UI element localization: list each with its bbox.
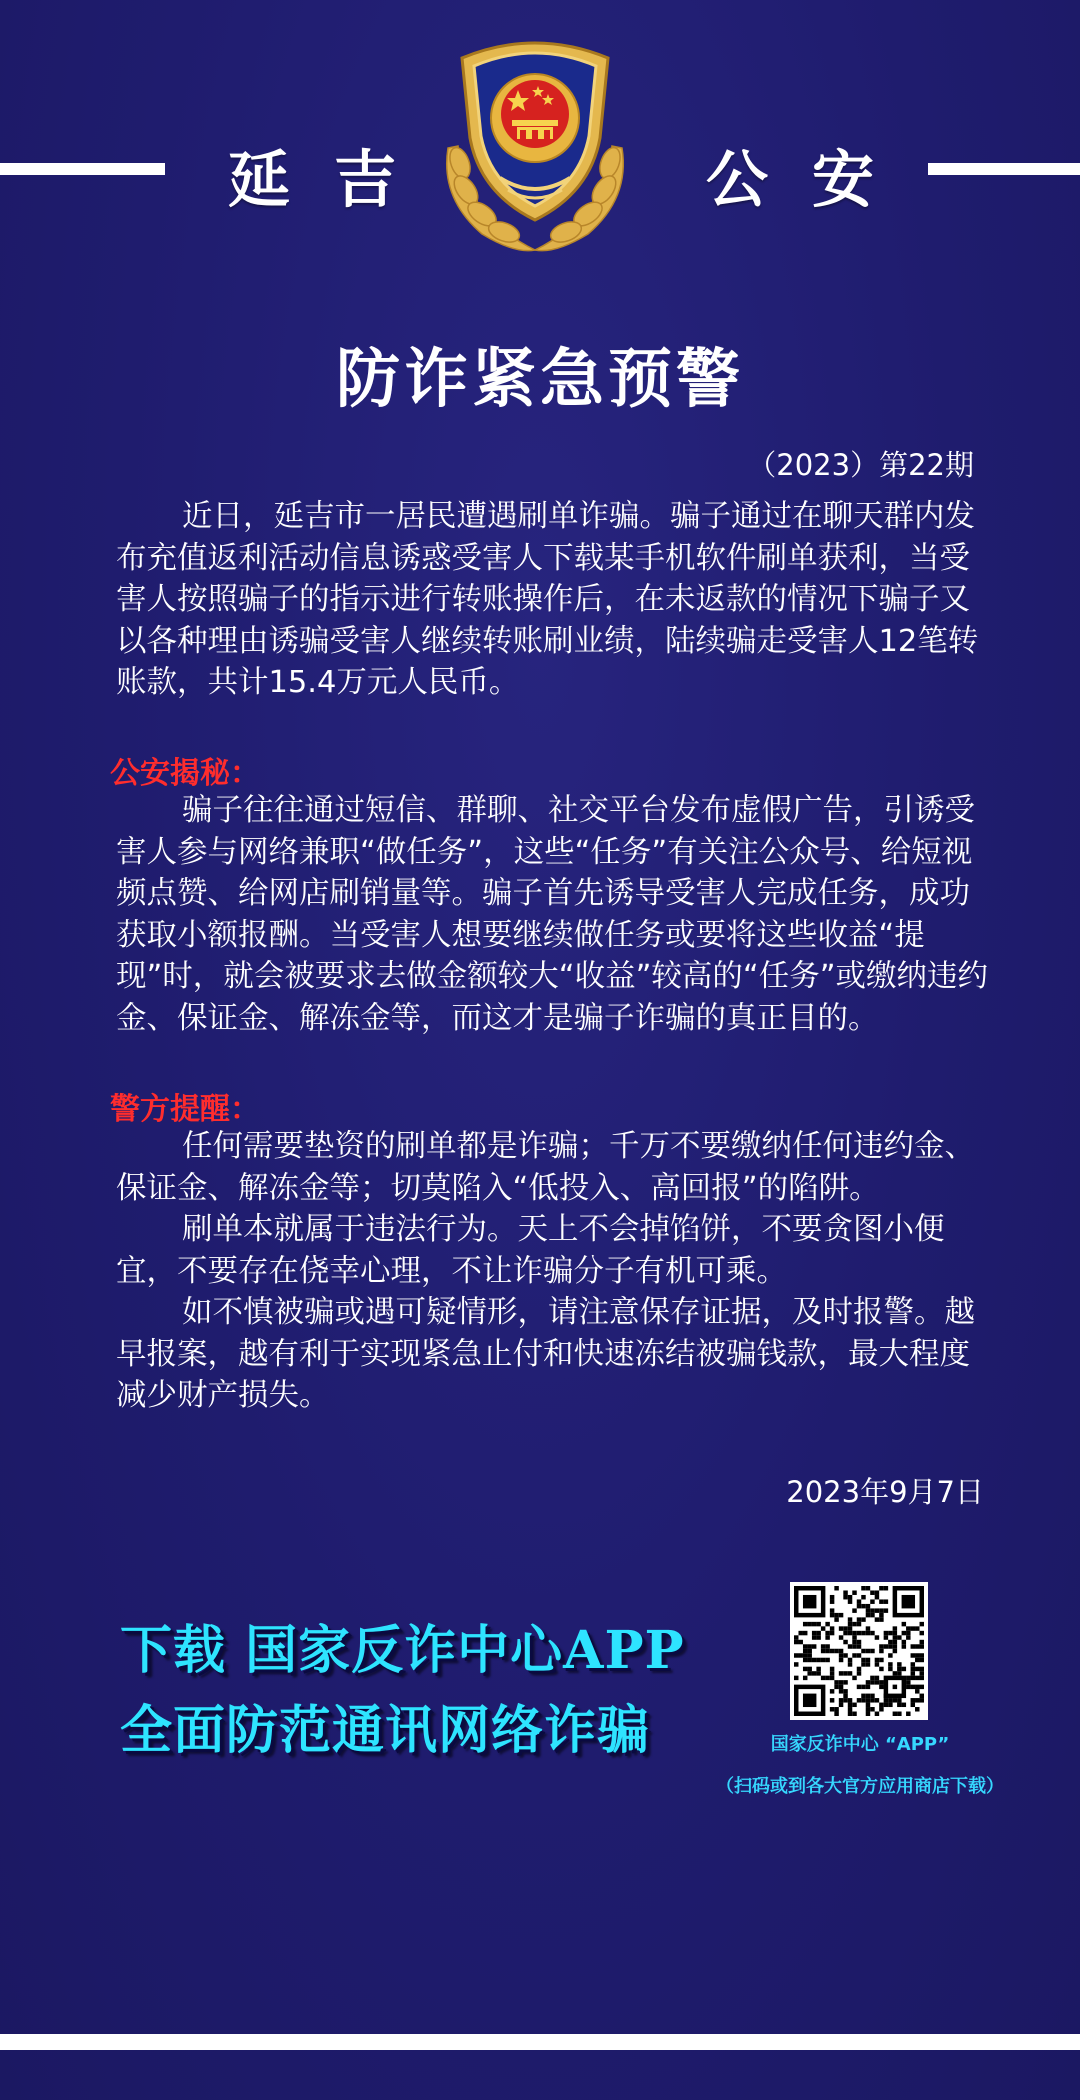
page-title: 防诈紧急预警 xyxy=(336,343,744,417)
intro-paragraph: 近日，延吉市一居民遭遇刷单诈骗。骗子通过在聊天群内发布充值返利活动信息诱惑受害人下载某手机软件刷单获利，当受害人按照骗子的指示进行转账操作后，在未返款的情况下骗子又以各种理由诱骗受害人继续转账刷业绩，陆续骗走受害人12笔转账款，共计15.4万元人民币。 xyxy=(116,499,979,700)
header-divider-right xyxy=(928,163,1080,175)
publish-date: 2023年9月7日 xyxy=(786,1475,984,1509)
section-heading-reminder: 警方提醒： xyxy=(110,1092,260,1127)
qr-caption-download: （扫码或到各大官方应用商店下载） xyxy=(716,1776,1004,1797)
header-divider-left xyxy=(0,163,165,175)
issue-number: （2023）第22期 xyxy=(747,448,974,482)
reminder-paragraph: 任何需要垫资的刷单都是诈骗；千万不要缴纳任何违约金、保证金、解冻金等；切莫陷入“低投入、高回报”的陷阱。 xyxy=(116,1129,975,1206)
header-title-right: 公安 xyxy=(706,143,919,216)
reminder-paragraph: 如不慎被骗或遇可疑情形，请注意保存证据，及时报警。越早报案，越有利于实现紧急止付和快速冻结被骗钱款，最大程度减少财产损失。 xyxy=(116,1295,975,1413)
intro-paragraph-block xyxy=(116,496,996,704)
section-secret-block xyxy=(116,790,996,1039)
slogan-line-1: 下载 国家反诈中心APP xyxy=(120,1620,685,1681)
qr-caption-app: 国家反诈中心 “APP” xyxy=(770,1734,950,1755)
qr-code[interactable] xyxy=(790,1582,928,1720)
section-reminder-block xyxy=(116,1126,996,1417)
section-secret-paragraph: 骗子往往通过短信、群聊、社交平台发布虚假广告，引诱受害人参与网络兼职“做任务”，这些“任务”有关注公众号、给短视频点赞、给网店刷销量等。骗子首先诱导受害人完成任务，成功获取小额报酬。当受害人想要继续做任务或要将这些收益“提现”时，就会被要求去做金额较大“收益”较高的“任务”或缴纳违约金、保证金、解冻金等，而这才是骗子诈骗的真正目的。 xyxy=(116,793,989,1036)
header-title-left: 延吉 xyxy=(228,143,441,216)
qr-code-icon xyxy=(794,1586,924,1716)
section-heading-secret: 公安揭秘： xyxy=(110,756,260,791)
footer-divider xyxy=(0,2034,1080,2050)
police-emblem-icon xyxy=(420,28,650,256)
slogan-line-2: 全面防范通讯网络诈骗 xyxy=(120,1700,651,1761)
reminder-paragraph: 刷单本就属于违法行为。天上不会掉馅饼，不要贪图小便宜，不要存在侥幸心理，不让诈骗分子有机可乘。 xyxy=(116,1212,945,1289)
